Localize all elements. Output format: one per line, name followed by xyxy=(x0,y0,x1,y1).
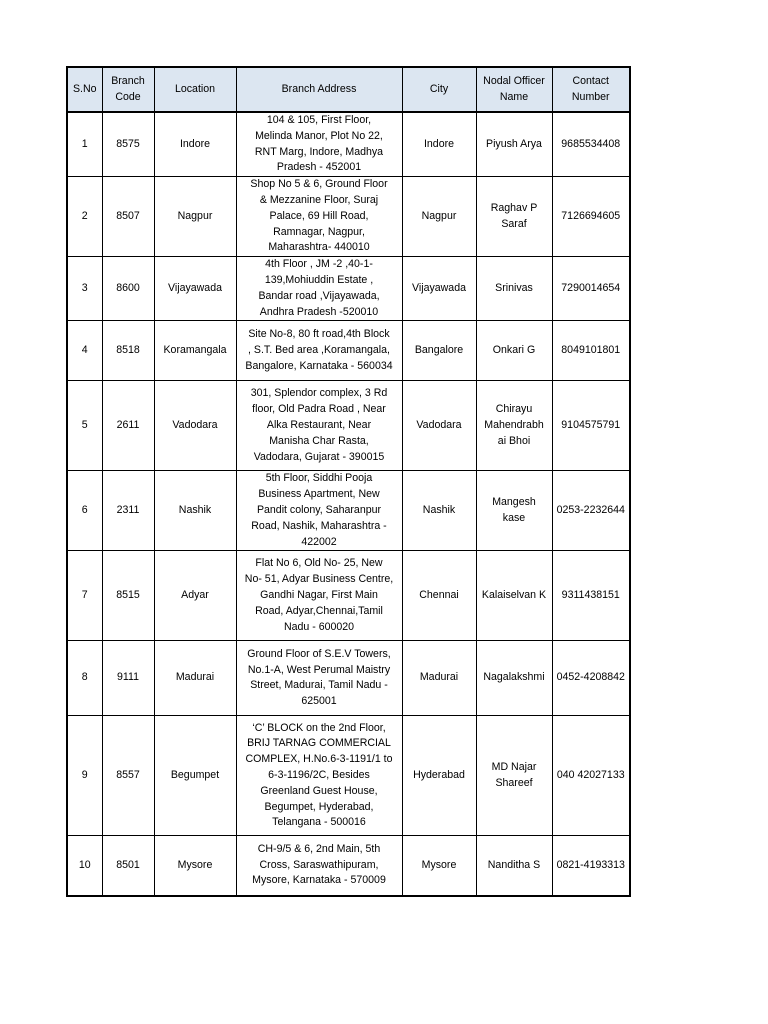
table-row xyxy=(67,257,630,321)
cell-nodal-officer: Raghav P Saraf xyxy=(476,177,552,257)
cell-nodal-officer: Srinivas xyxy=(476,257,552,321)
cell-location: Koramangala xyxy=(154,321,236,381)
cell-city: Mysore xyxy=(402,836,476,896)
cell-contact-number: 7290014654 xyxy=(552,257,630,321)
cell-location: Begumpet xyxy=(154,716,236,836)
cell-contact-number: 9685534408 xyxy=(552,112,630,177)
cell-branch-code: 9111 xyxy=(102,641,154,716)
cell-nodal-officer: Mangesh kase xyxy=(476,471,552,551)
cell-sno: 6 xyxy=(67,471,102,551)
cell-nodal-officer: Nanditha S xyxy=(476,836,552,896)
cell-location: Mysore xyxy=(154,836,236,896)
cell-location: Nashik xyxy=(154,471,236,551)
cell-nodal-officer: Kalaiselvan K xyxy=(476,551,552,641)
table-row xyxy=(67,641,630,716)
cell-branch-code: 8600 xyxy=(102,257,154,321)
table-row xyxy=(67,321,630,381)
cell-city: Bangalore xyxy=(402,321,476,381)
cell-branch-code: 8575 xyxy=(102,112,154,177)
table-row xyxy=(67,177,630,257)
cell-address: ‘C’ BLOCK on the 2nd Floor, BRIJ TARNAG COMMERCIAL COMPLEX, H.No.6-3-1191/1 to 6-3-1196/2C, Besides Greenland Guest House, Begumpet, Hyderabad, Telangana - 500016 xyxy=(236,716,402,836)
header-branch-address: Branch Address xyxy=(236,67,402,112)
cell-sno: 4 xyxy=(67,321,102,381)
header-contact-number: Contact Number xyxy=(552,67,630,112)
table-row xyxy=(67,112,630,177)
cell-branch-code: 8507 xyxy=(102,177,154,257)
table-row xyxy=(67,836,630,896)
cell-city: Vadodara xyxy=(402,381,476,471)
table-row xyxy=(67,716,630,836)
cell-branch-code: 2311 xyxy=(102,471,154,551)
cell-city: Chennai xyxy=(402,551,476,641)
cell-contact-number: 0452-4208842 xyxy=(552,641,630,716)
cell-location: Vijayawada xyxy=(154,257,236,321)
cell-contact-number: 7126694605 xyxy=(552,177,630,257)
cell-city: Madurai xyxy=(402,641,476,716)
header-nodal-officer: Nodal Officer Name xyxy=(476,67,552,112)
header-location: Location xyxy=(154,67,236,112)
cell-address: Ground Floor of S.E.V Towers, No.1-A, West Perumal Maistry Street, Madurai, Tamil Nadu - 625001 xyxy=(236,641,402,716)
cell-location: Nagpur xyxy=(154,177,236,257)
cell-branch-code: 8557 xyxy=(102,716,154,836)
cell-nodal-officer: MD Najar Shareef xyxy=(476,716,552,836)
cell-contact-number: 0821-4193313 xyxy=(552,836,630,896)
cell-location: Adyar xyxy=(154,551,236,641)
header-row xyxy=(67,67,630,112)
cell-sno: 10 xyxy=(67,836,102,896)
header-city: City xyxy=(402,67,476,112)
cell-contact-number: 9104575791 xyxy=(552,381,630,471)
cell-contact-number: 040 42027133 xyxy=(552,716,630,836)
branch-table xyxy=(66,66,631,897)
cell-sno: 2 xyxy=(67,177,102,257)
cell-branch-code: 8515 xyxy=(102,551,154,641)
cell-address: Flat No 6, Old No- 25, New No- 51, Adyar Business Centre, Gandhi Nagar, First Main Road, Adyar,Chennai,Tamil Nadu - 600020 xyxy=(236,551,402,641)
table-row xyxy=(67,381,630,471)
table-row xyxy=(67,471,630,551)
table-header xyxy=(67,67,630,112)
cell-city: Nagpur xyxy=(402,177,476,257)
cell-address: CH-9/5 & 6, 2nd Main, 5th Cross, Saraswathipuram, Mysore, Karnataka - 570009 xyxy=(236,836,402,896)
cell-nodal-officer: Nagalakshmi xyxy=(476,641,552,716)
cell-city: Indore xyxy=(402,112,476,177)
cell-sno: 5 xyxy=(67,381,102,471)
cell-location: Madurai xyxy=(154,641,236,716)
cell-address: Site No-8, 80 ft road,4th Block , S.T. Bed area ,Koramangala, Bangalore, Karnataka - 560034 xyxy=(236,321,402,381)
cell-branch-code: 8501 xyxy=(102,836,154,896)
header-branch-code: Branch Code xyxy=(102,67,154,112)
cell-contact-number: 9311438151 xyxy=(552,551,630,641)
cell-address: 5th Floor, Siddhi Pooja Business Apartment, New Pandit colony, Saharanpur Road, Nashik, Maharashtra - 422002 xyxy=(236,471,402,551)
cell-address: 301, Splendor complex, 3 Rd floor, Old Padra Road , Near Alka Restaurant, Near Manisha Char Rasta, Vadodara, Gujarat - 390015 xyxy=(236,381,402,471)
table-row xyxy=(67,551,630,641)
cell-contact-number: 8049101801 xyxy=(552,321,630,381)
cell-nodal-officer: Chirayu Mahendrabh ai Bhoi xyxy=(476,381,552,471)
cell-contact-number: 0253-2232644 xyxy=(552,471,630,551)
cell-sno: 1 xyxy=(67,112,102,177)
cell-branch-code: 8518 xyxy=(102,321,154,381)
cell-sno: 3 xyxy=(67,257,102,321)
header-sno: S.No xyxy=(67,67,102,112)
table-body xyxy=(67,112,630,896)
cell-nodal-officer: Piyush Arya xyxy=(476,112,552,177)
cell-sno: 8 xyxy=(67,641,102,716)
cell-nodal-officer: Onkari G xyxy=(476,321,552,381)
cell-sno: 7 xyxy=(67,551,102,641)
cell-branch-code: 2611 xyxy=(102,381,154,471)
cell-city: Hyderabad xyxy=(402,716,476,836)
cell-location: Vadodara xyxy=(154,381,236,471)
cell-address: 104 & 105, First Floor, Melinda Manor, Plot No 22, RNT Marg, Indore, Madhya Pradesh - 452001 xyxy=(236,112,402,177)
cell-city: Nashik xyxy=(402,471,476,551)
cell-address: Shop No 5 & 6, Ground Floor & Mezzanine Floor, Suraj Palace, 69 Hill Road, Ramnagar, Nagpur, Maharashtra- 440010 xyxy=(236,177,402,257)
cell-address: 4th Floor , JM -2 ,40-1- 139,Mohiuddin Estate , Bandar road ,Vijayawada, Andhra Pradesh -520010 xyxy=(236,257,402,321)
cell-city: Vijayawada xyxy=(402,257,476,321)
cell-location: Indore xyxy=(154,112,236,177)
cell-sno: 9 xyxy=(67,716,102,836)
